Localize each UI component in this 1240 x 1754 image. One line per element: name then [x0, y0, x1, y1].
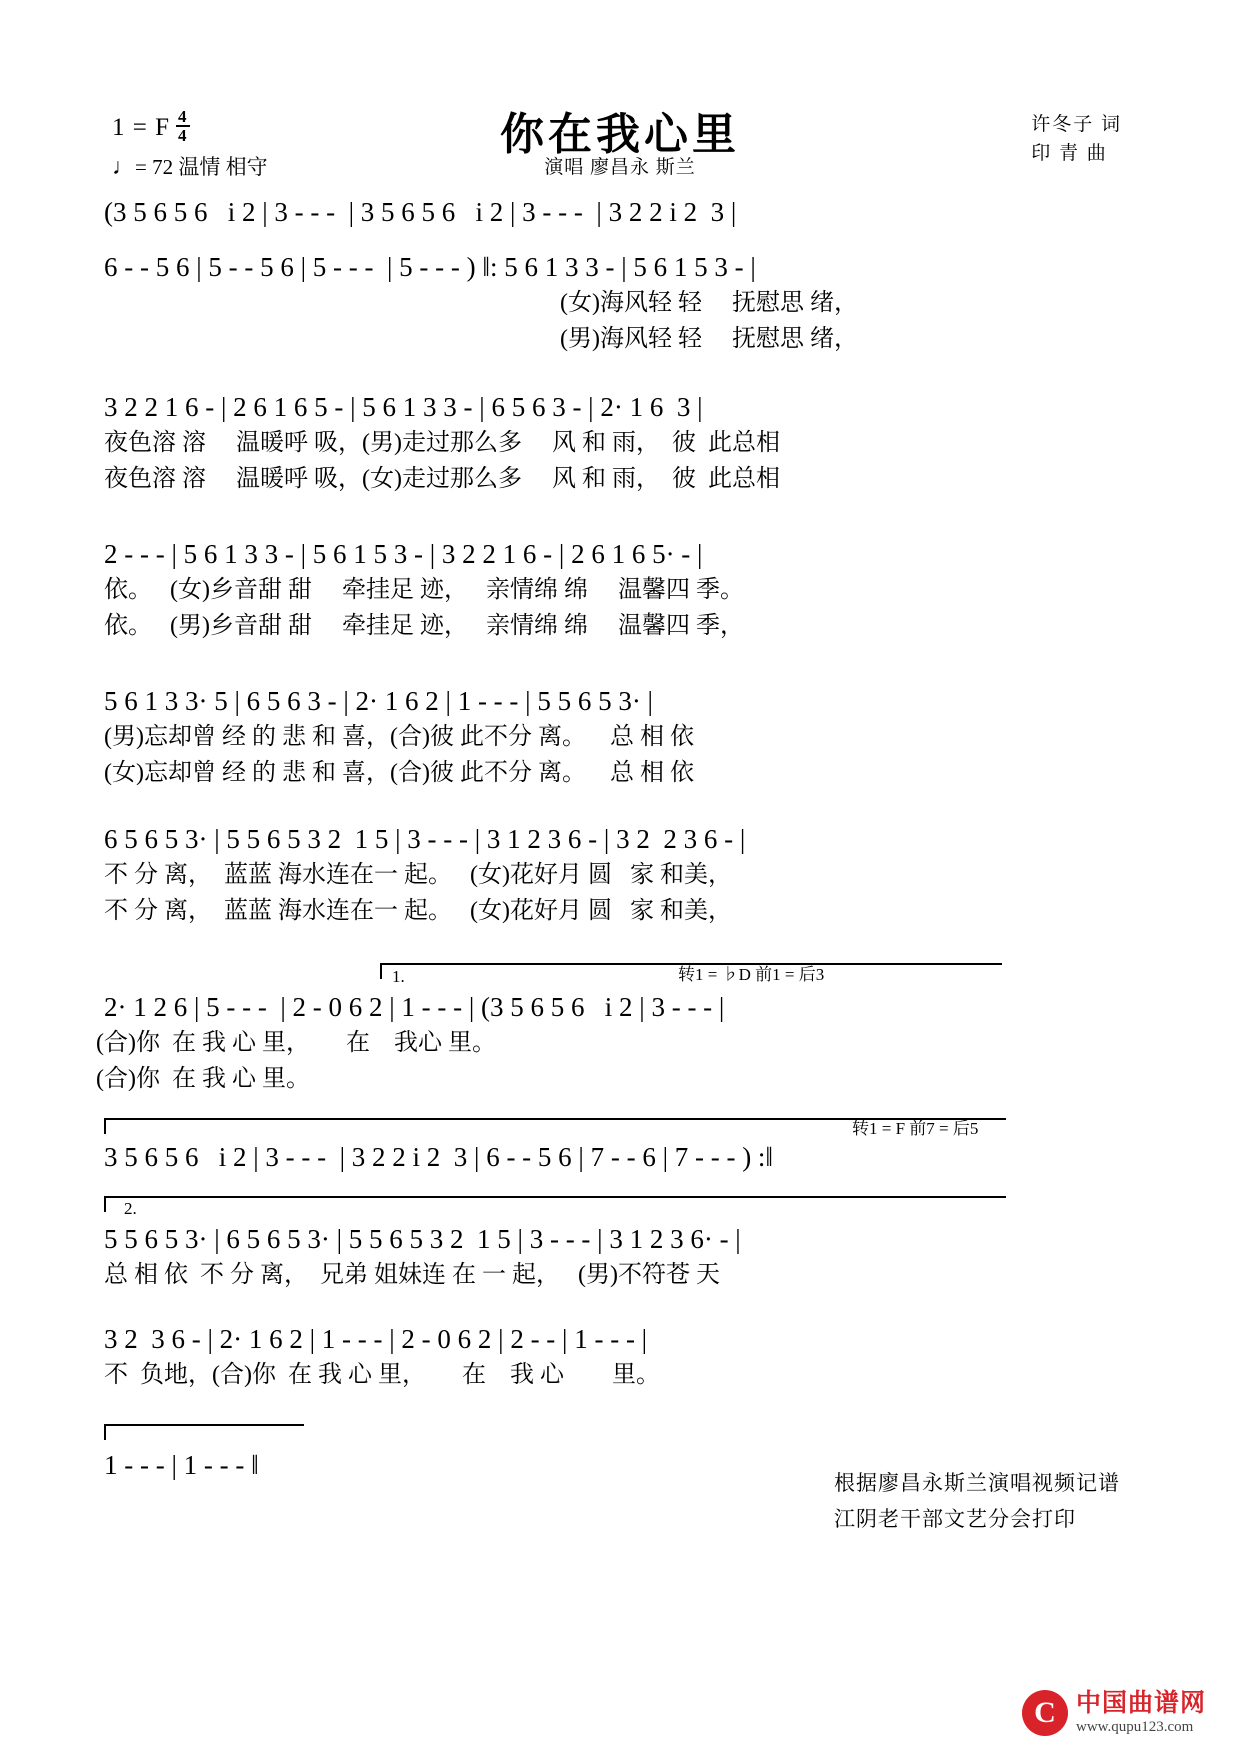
lyrics-line-2: (合)你 在 我 心 里。 — [96, 1065, 310, 1092]
key-value: 1 = F — [112, 114, 171, 141]
page-title: 你在我心里 — [500, 110, 740, 159]
second-ending-bracket — [104, 1196, 1006, 1212]
modulation-mark-1: 转1 = ♭D 前1 = 后3 — [678, 965, 825, 984]
site-watermark — [1022, 1690, 1206, 1736]
lyrics-line-1: 不 负地，(合)你 在 我 心 里， 在 我 心 里。 — [104, 1361, 660, 1388]
music-system-9 — [0, 1222, 1240, 1293]
music-system-5 — [0, 684, 1240, 791]
lyrics-line-2: (女)忘却曾 经 的 悲 和 喜，(合)彼 此不分 离。 总 相 依 — [104, 759, 694, 786]
music-system-1 — [0, 195, 1240, 230]
notes-line: 5 6 1 3 3· 5 | 6 5 6 3 - | 2· 1 6 2 | 1 - - - | 5 5 6 5 3· | — [104, 686, 653, 716]
final-bracket — [104, 1424, 304, 1440]
lyrics-line-1: 不 分 离， 蓝蓝 海水连在一 起。 (女)花好月 圆 家 和美， — [104, 861, 732, 888]
notes-line: 2 - - - | 5 6 1 3 3 - | 5 6 1 5 3 - | 3 2 2 1 6 - | 2 6 1 6 5· - | — [104, 539, 703, 569]
second-ending-label: 2. — [124, 1199, 137, 1218]
lyrics-line-1: 依。 (女)乡音甜 甜 牵挂足 迹， 亲情绵 绵 温馨四 季。 — [104, 576, 744, 603]
music-system-7 — [0, 990, 1240, 1097]
notes-line: 3 2 3 6 - | 2· 1 6 2 | 1 - - - | 2 - 0 6 2 | 2 - - | 1 - - - | — [104, 1324, 648, 1354]
footer-line-1: 根据廖昌永斯兰演唱视频记谱 — [834, 1471, 1120, 1495]
footer-line-2: 江阴老干部文艺分会打印 — [834, 1506, 1076, 1531]
site-logo-icon: C — [1022, 1690, 1068, 1736]
lyrics-line-1: 夜色溶 溶 温暖呼 吸，(男)走过那么多 风 和 雨， 彼 此总相 — [104, 429, 780, 456]
notes-line: 3 5 6 5 6 i 2 | 3 - - - | 3 2 2 i 2 3 | 6 - - 5 6 | 7 - - 6 | 7 - - - ) :‖ — [104, 1142, 774, 1172]
performer-subtitle: 演唱 廖昌永 斯兰 — [544, 157, 696, 178]
lyrics-line-male: (男)海风轻 轻 抚慰思 绪， — [560, 325, 858, 352]
music-system-4 — [0, 537, 1240, 644]
notes-line: 3 2 2 1 6 - | 2 6 1 6 5 - | 5 6 1 3 3 - | 6 5 6 3 - | 2· 1 6 3 | — [104, 392, 703, 422]
lyrics-line-2: 不 分 离， 蓝蓝 海水连在一 起。 (女)花好月 圆 家 和美， — [104, 897, 732, 924]
music-system-10 — [0, 1322, 1240, 1393]
notes-line: 6 - - 5 6 | 5 - - 5 6 | 5 - - - | 5 - - - ) ‖: 5 6 1 3 3 - | 5 6 1 5 3 - | — [104, 252, 756, 282]
first-ending-label: 1. — [392, 967, 405, 986]
notes-line: 1 - - - | 1 - - - ‖ — [104, 1450, 259, 1480]
lyrics-line-2: 依。 (男)乡音甜 甜 牵挂足 迹， 亲情绵 绵 温馨四 季， — [104, 612, 744, 639]
site-url: www.qupu123.com — [1075, 1718, 1194, 1735]
notes-line: 5 5 6 5 3· | 6 5 6 5 3· | 5 5 6 5 3 2 1 5 | 3 - - - | 3 1 2 3 6· - | — [104, 1224, 741, 1254]
watermark-texts — [1076, 1690, 1206, 1736]
notes-line: (3 5 6 5 6 i 2 | 3 - - - | 3 5 6 5 6 i 2 | 3 - - - | 3 2 2 i 2 3 | — [104, 197, 737, 227]
music-system-3 — [0, 390, 1240, 497]
notes-line: 2· 1 2 6 | 5 - - - | 2 - 0 6 2 | 1 - - - | (3 5 6 5 6 i 2 | 3 - - - | — [104, 992, 725, 1022]
site-name: 中国曲谱网 — [1075, 1690, 1206, 1717]
notes-line: 6 5 6 5 3· | 5 5 6 5 3 2 1 5 | 3 - - - | 3 1 2 3 6 - | 3 2 2 3 6 - | — [104, 824, 746, 854]
lyrics-line-1: (男)忘却曾 经 的 悲 和 喜，(合)彼 此不分 离。 总 相 依 — [104, 723, 694, 750]
lyrics-line-1: 总 相 依 不 分 离， 兄弟 姐妹连 在 一 起， (男)不符苍 天 — [104, 1261, 720, 1288]
lyrics-line-female: (女)海风轻 轻 抚慰思 绪， — [560, 289, 858, 316]
music-system-2 — [0, 250, 1240, 357]
lyrics-line-2: 夜色溶 溶 温暖呼 吸，(女)走过那么多 风 和 雨， 彼 此总相 — [104, 465, 780, 492]
music-system-6 — [0, 822, 1240, 929]
credits — [1031, 110, 1122, 169]
composer-credit: 印 青 曲 — [1031, 143, 1108, 165]
quarter-note-icon: ♩ — [112, 154, 135, 179]
music-system-8 — [0, 1140, 1240, 1175]
lyrics-line-1: (合)你 在 我 心 里， 在 我心 里。 — [96, 1029, 496, 1056]
footer-notes — [834, 1466, 1120, 1537]
time-signature: $\frac{4}{4}$ — [178, 107, 188, 145]
lyricist-credit: 许冬子 词 — [1031, 114, 1122, 135]
tempo-value: = 72 温情 相守 — [135, 155, 268, 179]
modulation-mark-2: 转1 = F 前7 = 后5 — [852, 1119, 979, 1138]
